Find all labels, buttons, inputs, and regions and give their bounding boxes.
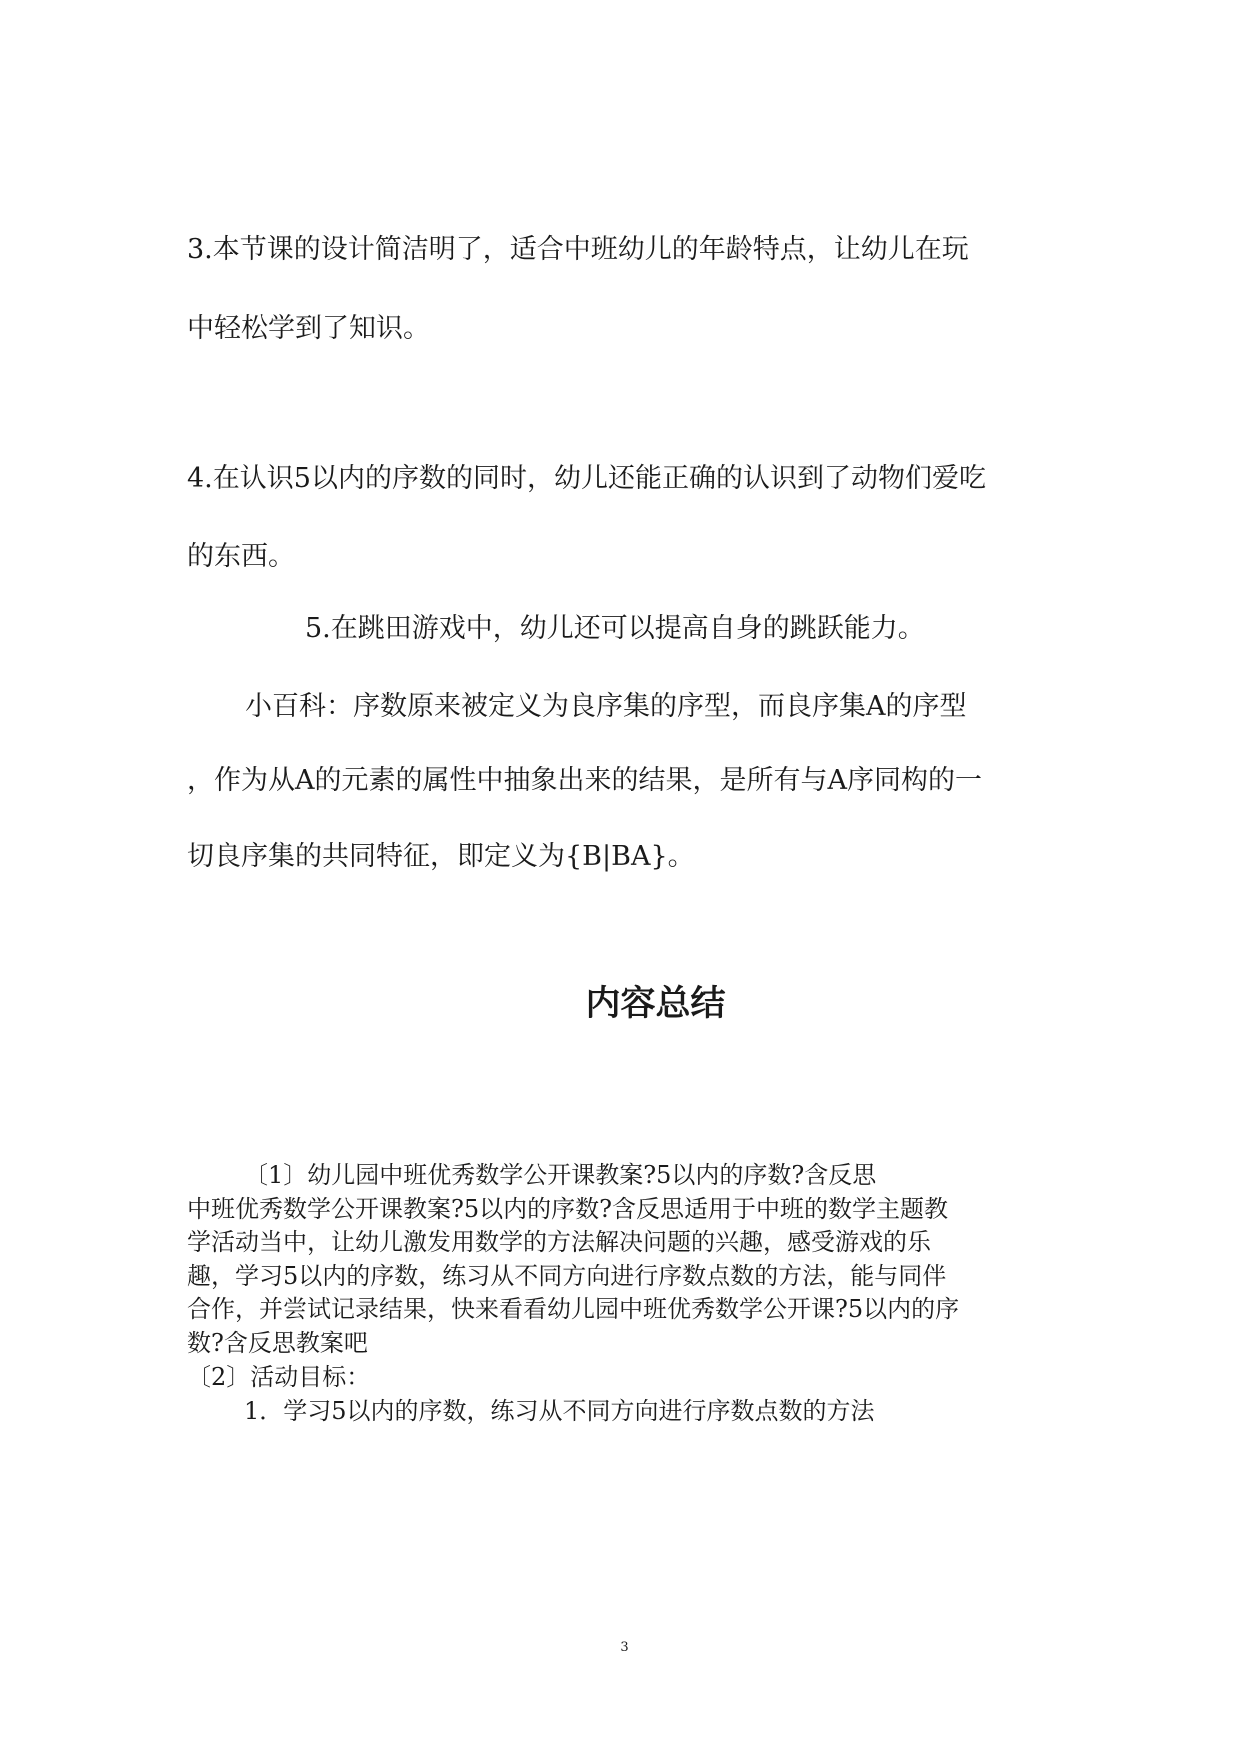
encyclopedia-line-1: 小百科：序数原来被定义为良序集的序型，而良序集A的序型 <box>245 691 967 722</box>
encyclopedia-line-3: 切良序集的共同特征，即定义为{B|BA}。 <box>187 841 695 872</box>
summary-heading: 内容总结 <box>585 984 726 1024</box>
summary-item-1-text-line-5: 数?含反思教案吧 <box>187 1329 368 1357</box>
summary-item-1-title: 〔1〕幼儿园中班优秀数学公开课教案?5以内的序数?含反思 <box>244 1161 877 1189</box>
paragraph-4-line-1: 4.在认识5以内的序数的同时，幼儿还能正确的认识到了动物们爱吃 <box>187 463 986 494</box>
summary-item-1-text-line-1: 中班优秀数学公开课教案?5以内的序数?含反思适用于中班的数学主题教 <box>187 1195 949 1223</box>
summary-item-2-title: 〔2〕活动目标： <box>187 1363 371 1391</box>
paragraph-3-line-1: 3.本节课的设计简洁明了，适合中班幼儿的年龄特点，让幼儿在玩 <box>187 234 969 265</box>
summary-item-1-text-line-3: 趣，学习5以内的序数，练习从不同方向进行序数点数的方法，能与同伴 <box>187 1262 947 1290</box>
encyclopedia-line-2: ，作为从A的元素的属性中抽象出来的结果，是所有与A序同构的一 <box>187 765 982 796</box>
paragraph-5-line-1: 5.在跳田游戏中，幼儿还可以提高自身的跳跃能力。 <box>305 613 925 644</box>
paragraph-4-line-2: 的东西。 <box>187 541 295 572</box>
summary-item-1-text-line-4: 合作，并尝试记录结果，快来看看幼儿园中班优秀数学公开课?5以内的序 <box>187 1295 960 1323</box>
summary-item-2-goal-1: 1．学习5以内的序数，练习从不同方向进行序数点数的方法 <box>244 1397 875 1425</box>
page-number: 3 <box>620 1640 629 1655</box>
paragraph-3-line-2: 中轻松学到了知识。 <box>187 313 430 344</box>
summary-item-1-text-line-2: 学活动当中，让幼儿激发用数学的方法解决问题的兴趣，感受游戏的乐 <box>187 1228 931 1256</box>
